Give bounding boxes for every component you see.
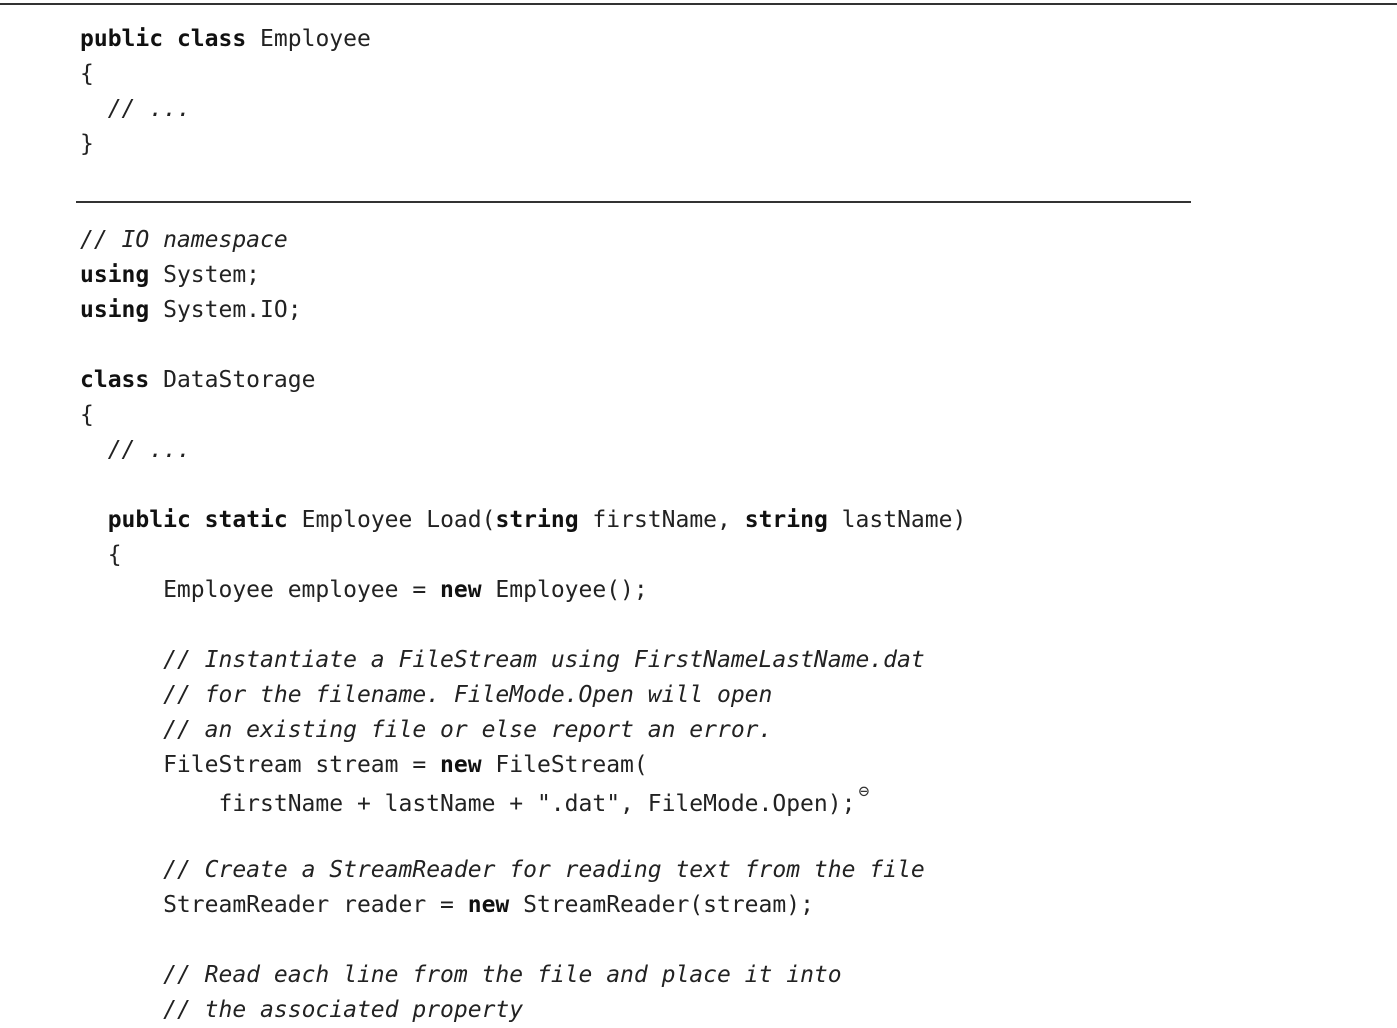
- code-text: [80, 437, 108, 463]
- code-text: [80, 96, 108, 122]
- code-line: [80, 328, 966, 363]
- code-line: [80, 818, 966, 853]
- code-line: [80, 293, 966, 328]
- code-line: [80, 608, 966, 643]
- code-keyword: string: [495, 507, 579, 533]
- code-line: [80, 993, 966, 1028]
- code-text: [80, 717, 163, 743]
- code-text: Employee();: [481, 577, 648, 603]
- code-line: [80, 748, 966, 783]
- code-text: [191, 507, 205, 533]
- code-line: [80, 503, 966, 538]
- code-text: firstName,: [578, 507, 745, 533]
- code-keyword: string: [744, 507, 828, 533]
- code-text: {: [80, 402, 94, 428]
- code-keyword: public: [107, 507, 191, 533]
- section-divider: [76, 201, 1191, 203]
- code-keyword: using: [80, 297, 150, 323]
- code-comment: // Create a StreamReader for reading text from the file: [163, 857, 925, 883]
- code-text: StreamReader reader =: [80, 892, 468, 918]
- code-text: Employee Load(: [287, 507, 496, 533]
- code-text: StreamReader(stream);: [509, 892, 814, 918]
- code-line: [80, 433, 966, 468]
- code-keyword: using: [80, 262, 150, 288]
- code-line: [80, 888, 966, 923]
- code-keyword: new: [440, 752, 482, 778]
- code-text: lastName): [827, 507, 967, 533]
- code-line: [80, 958, 966, 993]
- code-line: [80, 22, 371, 57]
- code-line: [80, 853, 966, 888]
- code-keyword: class: [176, 26, 247, 52]
- code-text: FileStream(: [481, 752, 648, 778]
- code-text: [80, 507, 108, 533]
- code-line: [80, 713, 966, 748]
- code-text: Employee: [246, 26, 371, 52]
- code-text: Employee employee =: [80, 577, 441, 603]
- code-line: [80, 363, 966, 398]
- code-line: [80, 923, 966, 958]
- code-text: [80, 997, 163, 1023]
- code-text: }: [80, 131, 94, 157]
- code-text: [80, 682, 163, 708]
- code-text: FileStream stream =: [80, 752, 441, 778]
- code-line: [80, 258, 966, 293]
- code-line: [80, 468, 966, 503]
- code-text: [80, 857, 163, 883]
- code-keyword: new: [467, 892, 510, 918]
- employee-class-listing: [80, 22, 371, 162]
- code-comment: // Read each line from the file and place it into: [163, 962, 842, 988]
- code-comment: // an existing file or else report an error.: [163, 717, 773, 743]
- top-divider: [0, 3, 1397, 5]
- code-line: [80, 643, 966, 678]
- code-comment: // IO namespace: [80, 227, 288, 253]
- code-text: [80, 647, 163, 673]
- code-comment: // Instantiate a FileStream using FirstNameLastName.dat: [163, 647, 925, 673]
- code-text: System;: [149, 262, 261, 288]
- code-keyword: class: [80, 367, 150, 393]
- code-text: {: [80, 542, 122, 568]
- annotation-marker-icon: ⊖: [858, 781, 870, 802]
- code-text: System.IO;: [149, 297, 302, 323]
- code-line: [80, 538, 966, 573]
- code-line: [80, 573, 966, 608]
- code-keyword: static: [204, 507, 288, 533]
- code-comment: // ...: [107, 96, 191, 122]
- code-line: [80, 57, 371, 92]
- code-comment: // for the filename. FileMode.Open will open: [163, 682, 773, 708]
- code-line: [80, 783, 966, 818]
- code-line: [80, 398, 966, 433]
- code-text: [163, 26, 177, 52]
- code-line: [80, 127, 371, 162]
- code-keyword: new: [440, 577, 482, 603]
- code-comment: // the associated property: [163, 997, 524, 1023]
- code-text: [80, 962, 163, 988]
- code-line: [80, 223, 966, 258]
- code-text: firstName + lastName + ".dat", FileMode.Open);: [80, 791, 856, 817]
- code-line: [80, 92, 371, 127]
- code-text: DataStorage: [149, 367, 316, 393]
- code-keyword: public: [80, 26, 164, 52]
- code-line: [80, 678, 966, 713]
- data-storage-listing: [80, 223, 966, 1028]
- code-text: {: [80, 61, 94, 87]
- code-comment: // ...: [107, 437, 191, 463]
